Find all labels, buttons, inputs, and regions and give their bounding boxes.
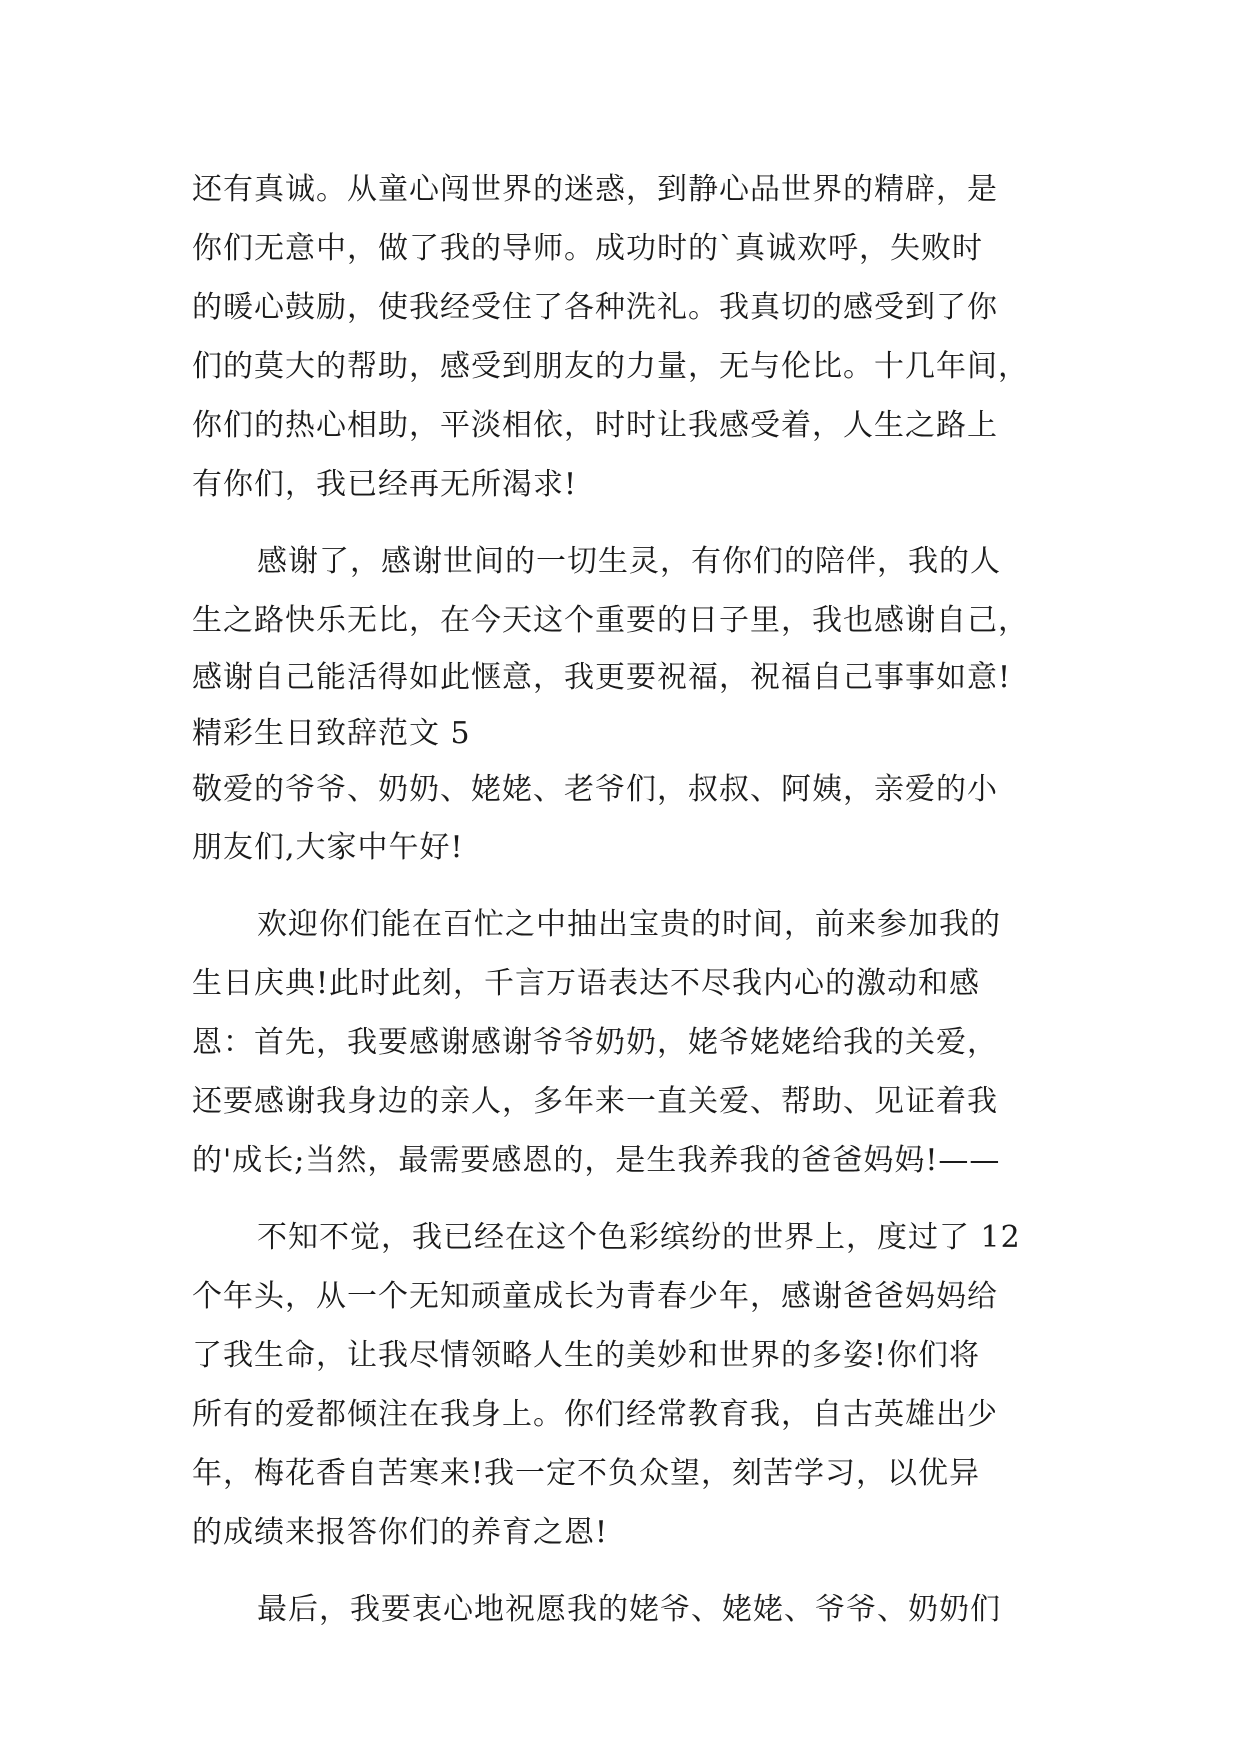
text-line: 的暖心鼓励，使我经受住了各种洗礼。我真切的感受到了你	[192, 290, 998, 325]
text-line: 还有真诚。从童心闯世界的迷惑，到静心品世界的精辟，是	[192, 172, 998, 207]
text-line: 所有的爱都倾注在我身上。你们经常教育我，自古英雄出少	[192, 1397, 998, 1432]
paragraph-first-line: 感谢了，感谢世间的一切生灵，有你们的陪伴，我的人	[257, 544, 1001, 579]
text-line: 感谢自己能活得如此惬意，我更要祝福，祝福自己事事如意!	[192, 660, 1012, 695]
text-line: 年，梅花香自苦寒来!我一定不负众望，刻苦学习，以优异	[192, 1456, 981, 1491]
paragraph-first-line: 不知不觉，我已经在这个色彩缤纷的世界上，度过了 12	[257, 1220, 1021, 1255]
paragraph-first-line: 欢迎你们能在百忙之中抽出宝贵的时间，前来参加我的	[257, 907, 1001, 942]
text-line: 们的莫大的帮助，感受到朋友的力量，无与伦比。十几年间，	[192, 349, 1029, 384]
text-line: 了我生命，让我尽情领略人生的美妙和世界的多姿!你们将	[192, 1338, 981, 1373]
text-line: 还要感谢我身边的亲人，多年来一直关爱、帮助、见证着我	[192, 1084, 998, 1119]
text-line: 朋友们,大家中午好!	[192, 830, 464, 865]
text-line: 有你们，我已经再无所渴求!	[192, 467, 578, 502]
text-line: 的'成长;当然，最需要感恩的，是生我养我的爸爸妈妈!——	[192, 1143, 1001, 1178]
text-line: 你们无意中，做了我的导师。成功时的`真诚欢呼，失败时	[192, 231, 983, 266]
paragraph-first-line: 最后，我要衷心地祝愿我的姥爷、姥姥、爷爷、奶奶们	[257, 1592, 1001, 1627]
text-line: 生之路快乐无比，在今天这个重要的日子里，我也感谢自己，	[192, 603, 1029, 638]
text-line: 个年头，从一个无知顽童成长为青春少年，感谢爸爸妈妈给	[192, 1279, 998, 1314]
text-line: 你们的热心相助，平淡相依，时时让我感受着，人生之路上	[192, 408, 998, 443]
document-body	[192, 160, 1052, 1639]
text-line: 恩：首先，我要感谢感谢爷爷奶奶，姥爷姥姥给我的关爱，	[192, 1025, 998, 1060]
section-heading: 精彩生日致辞范文 5	[192, 716, 471, 751]
salutation-line: 敬爱的爷爷、奶奶、姥姥、老爷们，叔叔、阿姨，亲爱的小	[192, 772, 998, 807]
text-line: 的成绩来报答你们的养育之恩!	[192, 1515, 609, 1550]
text-line: 生日庆典!此时此刻，千言万语表达不尽我内心的激动和感	[192, 966, 981, 1001]
